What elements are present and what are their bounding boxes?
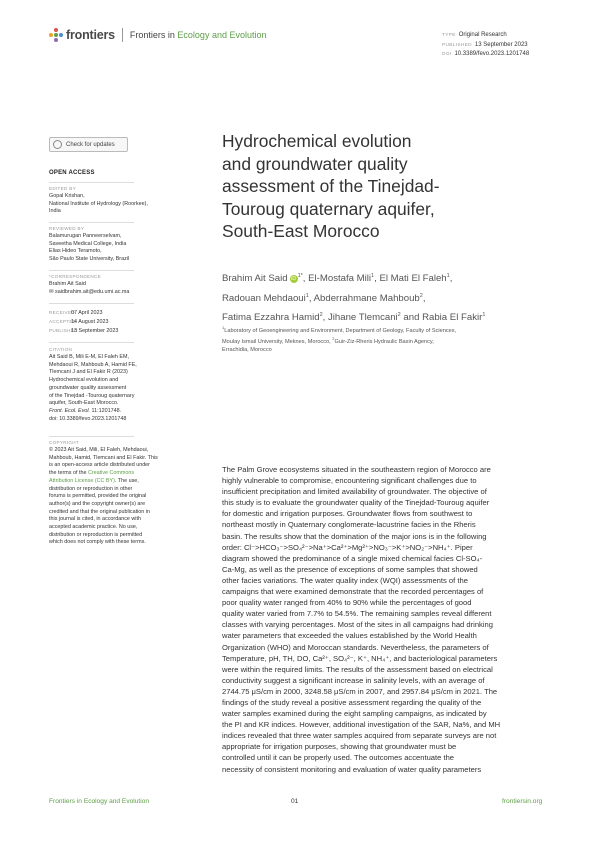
license-link[interactable]: Creative Commons: [87, 470, 135, 477]
open-access-label: OPEN ACCESS: [49, 170, 95, 176]
refresh-icon: [53, 140, 62, 149]
frontiers-logo-icon: [49, 28, 63, 42]
reviewer-info: Balamurugan Panneerselvam, Saveetha Medical College, India Elias Hideo Teramoto, São Paulo State University, Brazil: [49, 233, 130, 263]
footer-site-link[interactable]: frontiersin.org: [502, 798, 543, 805]
citation-label: CITATION: [49, 347, 73, 352]
journal-name: Frontiers in Ecology and Evolution: [129, 30, 267, 40]
copyright-text: © 2023 Ait Said, Mili, El Faleh, Mehdaoui, Mahboub, Hamid, Tlemcani and El Fakir. This is an open-access article distributed under the terms of the Creative Commons Attribution License (CC BY). The use, distribution or reproduction in other forums is permitted, provided the original author(s) and the copyright owner(s) are credited and that the original publication in this journal is cited, in accordance with accepted academic practice. No use, distribution or reproduction is permitted which does not comply with these terms.: [49, 447, 158, 546]
divider: [49, 342, 134, 343]
author[interactable]: Rabia El Fakir: [422, 312, 483, 324]
divider: [49, 303, 134, 304]
article-type: Original Research: [458, 32, 507, 38]
ion-order: order: Cl⁻>HCO₃⁻>SO₄²⁻>Na⁺>Ca²⁺>Mg²⁺>NO₃⁻>K⁺>NO₂⁻>NH₄⁺. Piper: [222, 542, 473, 552]
correspondence-info: Brahim Ait Said ✉ saidbrahim.ait@edu.umi.ac.ma: [49, 281, 130, 295]
article-meta: TYPE Original Research PUBLISHED 13 September 2023 DOI 10.3389/fevo.2023.1201748: [442, 32, 530, 57]
author-list: Brahim Ait Said $iD^{1*}$, El-Mostafa Mili$^1$, El Mati El Faleh$^1$, Radouan Mehdaoui$^1$, Abderrahmane Mahboub$^2$, Fatima Ezzahra Hamid$^2$, Jihane Tlemcani$^2$ and Rabia El Fakir$^1$: [222, 273, 486, 324]
brand-name: frontiers: [66, 28, 115, 42]
author[interactable]: Abderrahmane Mahboub: [313, 292, 420, 304]
affiliations: $^1$Laboratory of Geoengineering and Environment, Department of Geology, Faculty of Sciences, Moulay Ismail University, Meknes, Morocco, $^2$Guir-Ziz-Rheris Hydraulic Basin Agency, Errachidia, Morocco: [222, 325, 457, 354]
copyright-label: COPYRIGHT: [49, 440, 80, 445]
reviewed-by-label: REVIEWED BY: [49, 226, 85, 231]
edited-by-label: EDITED BY: [49, 186, 76, 191]
email-icon: ✉: [49, 288, 54, 295]
abstract: The Palm Grove ecosystems situated in the southeastern region of Morocco are highly vulnerable to compromise, encountering significant challenges due to insufficient precipitation and limited availability of groundwater. The objective of this study is to evaluate the groundwater quality of the Tinejdad-Touroug aquifer for domestic and irrigation purposes. Groundwater flows from southwest to northeast mostly in Quaternary conglomerate-lacustrine facies in the Rheris basin. The results show that the domination of the major ions is in the following order: Cl⁻>HCO₃⁻>SO₄²⁻>Na⁺>Ca²⁺>Mg²⁺>NO₃⁻>K⁺>NO₂⁻>NH₄⁺. Piper diagram showed the predominance of a single mixed chemical facies Cl-SO₄- Ca-Mg, as well as the presence of exceptions of some samples that showed other facies variations. The water quality index (WQI) assessments of the campaigns that were examined demonstrate that the recorded percentages of poor quality water ranged from 40% to 90% while the percentages of good quality water varied from 7.7% to 54.5%. The remaining samples reveal different classes with varying percentages. Most of the sites in all campaigns had drinking water parameters that exceeded the values established by the World Health Organization (WHO) and Moroccan standards. Nevertheless, the parameters of Temperature, pH, TH, DO, Ca²⁺, SO₄²⁻, K⁺, NH₄⁺, and bacteriological parameters were within the required limits. The results of the assessment based on electrical conductivity suggest a significant increase in salinity levels, with an average of 2744.75 μS/cm in 2000, 3248.58 μS/cm in 2007, and 2957.84 μS/cm in 2021. The findings of the study reveal a positive assessment regarding the quality of the water samples examined during the eight sampling campaigns, as indicated by the PI and KR indices. However, additional investigation of the SAR, Na%, and MH indices revealed that three water samples acquired from separate surveys are not appropriate for irrigation purposes, showing that groundwater must be controlled until it can be properly used. The outcomes accentuate the necessity of consistent monitoring and evaluation of water quality parameters: [222, 464, 546, 775]
author[interactable]: Fatima Ezzahra Hamid: [222, 312, 320, 324]
divider: [49, 270, 134, 271]
license-link[interactable]: Attribution License (CC BY): [49, 477, 115, 484]
correspondence-email[interactable]: saidbrahim.ait@edu.umi.ac.ma: [55, 288, 130, 295]
correspondence-label: *CORRESPONDENCE: [49, 274, 101, 279]
article-title: Hydrochemical evolution and groundwater quality assessment of the Tinejdad- Touroug quaternary aquifer, South-East Morocco: [222, 131, 440, 241]
divider: [49, 436, 134, 437]
citation-doi[interactable]: doi: 10.3389/fevo.2023.1201748: [49, 415, 127, 422]
publish-date: 13 September 2023: [474, 41, 528, 48]
author[interactable]: Brahim Ait Said: [222, 273, 288, 285]
doi-link[interactable]: 10.3389/fevo.2023.1201748: [454, 51, 530, 57]
orcid-icon[interactable]: iD: [291, 276, 296, 283]
accepted-date: ACCEPTED14 August 2023: [49, 319, 109, 325]
author[interactable]: Radouan Mehdaoui: [222, 292, 306, 304]
footer-journal[interactable]: Frontiers in Ecology and Evolution: [49, 798, 150, 805]
received-date: RECEIVED07 April 2023: [49, 310, 103, 316]
page-number: 01: [291, 798, 299, 805]
check-for-updates-button[interactable]: Check for updates: [49, 137, 128, 152]
editor-info: Gopal Krishan, National Institute of Hydrology (Roorkee), India: [49, 193, 148, 215]
published-date: PUBLISHED13 September 2023: [49, 328, 119, 334]
author[interactable]: Jihane Tlemcani: [327, 312, 398, 324]
divider: [49, 182, 134, 183]
author[interactable]: El Mati El Faleh: [379, 273, 447, 285]
journal-logo[interactable]: [49, 28, 266, 42]
author[interactable]: El-Mostafa Mili: [308, 273, 372, 285]
divider: [49, 222, 134, 223]
header-divider: [122, 28, 123, 42]
citation-text: Ait Said B, Mili E-M, El Faleh EM, Mehdaoui R, Mahboub A, Hamid FE, Tlemcani J and El Fakir R (2023) Hydrochemical evolution and groundwater quality assessment of the Tinejdad -Touroug quaternary aquifer, South-East Morocco. Front. Ecol. Evol. 11:1201748. doi: 10.3389/fevo.2023.1201748: [49, 354, 219, 423]
